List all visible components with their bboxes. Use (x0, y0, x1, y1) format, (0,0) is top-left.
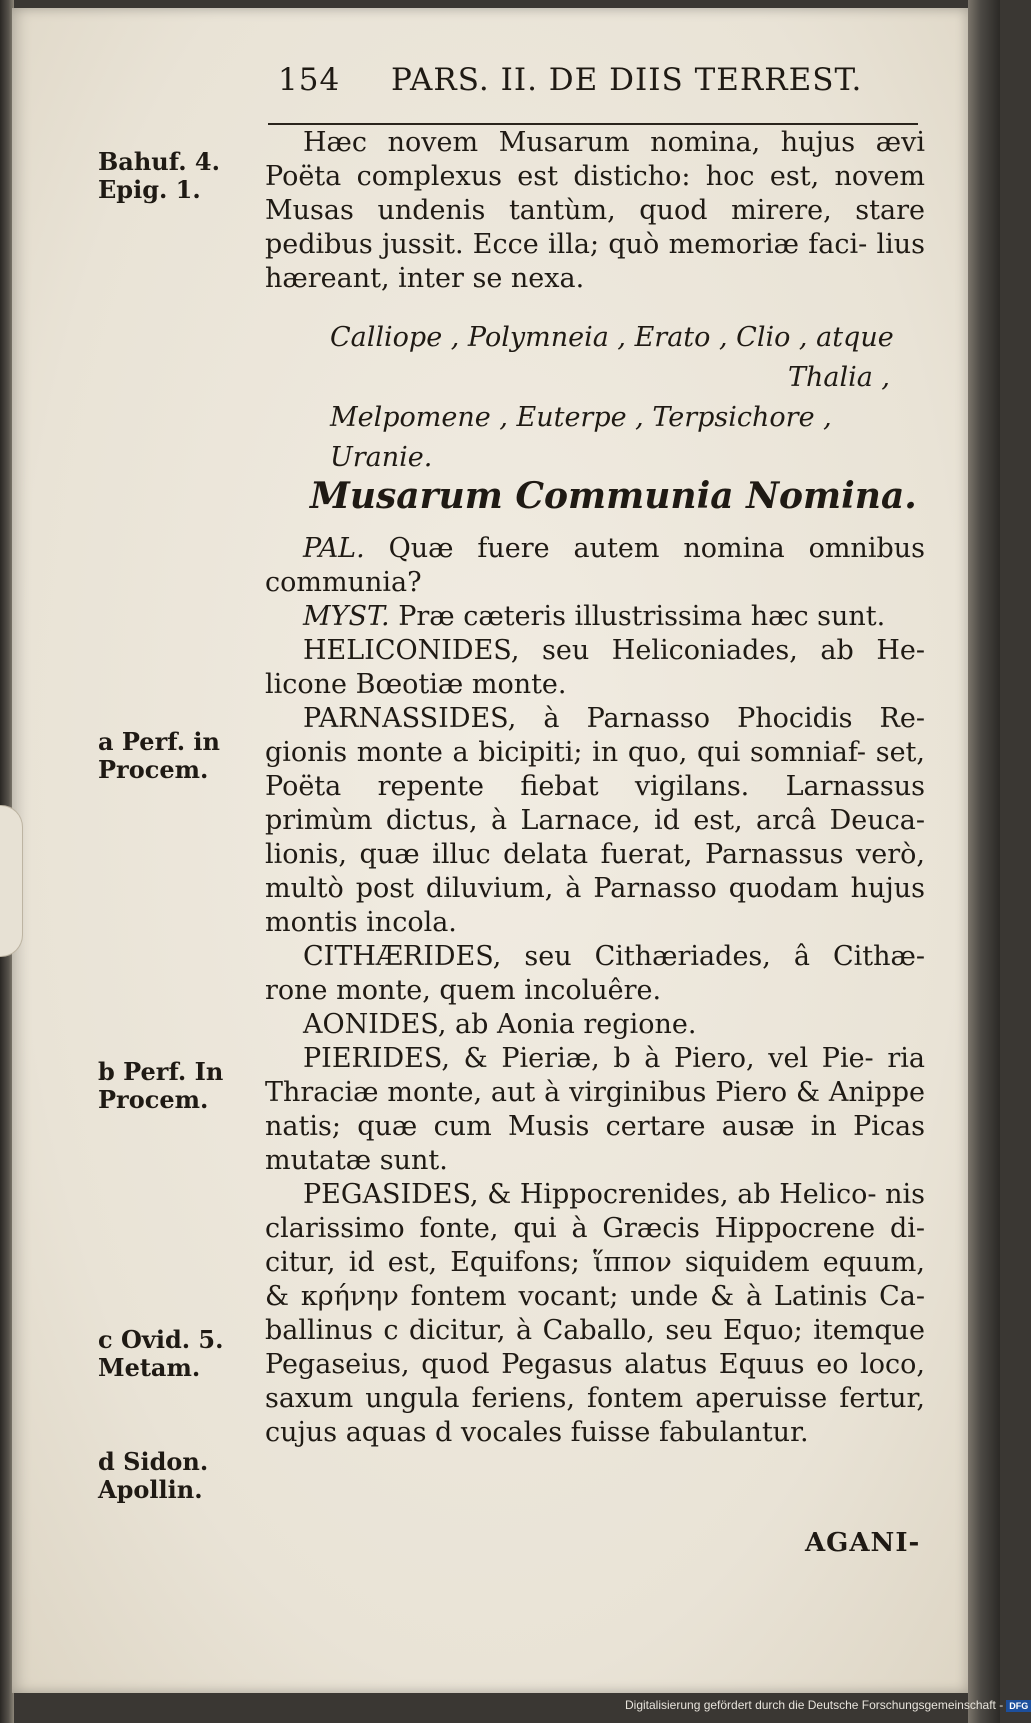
paragraph-pegasides: PEGASIDES, & Hippocrenides, ab Helico- nis clarissimo fonte, qui à Græcis Hippocrene di- citur, id est, Equifons; ἵππον siquidem equum, & κρήνην fontem vocant; unde & à Latinis Ca- ballinus c dicitur, à Caballo, seu Equo; itemque Pegaseius, quod Pegasus alatus Equus eo loco, saxum ungula feriens, fontem aperuisse fertur, cujus aquas d vocales fuisse fabulantur. (265, 1179, 925, 1448)
dfg-logo: DFG (1006, 1700, 1031, 1712)
verse-line-1b: Thalia , (787, 362, 890, 393)
page-number: 154 (278, 62, 341, 98)
margin-note-4: c Ovid. 5. Metam. (98, 1325, 224, 1382)
paragraph-pierides: PIERIDES, & Pieriæ, b à Piero, vel Pie- ria Thraciæ monte, aut à virginibus Piero & Anippe natis; quæ cum Musis certare ausæ in Picas mutatæ sunt. (265, 1043, 925, 1176)
verse-line-2: Melpomene , Euterpe , Terpsichore , Uranie. (330, 402, 832, 473)
catchword: AGANI- (805, 1528, 921, 1558)
speaker-myst: MYST. (303, 601, 390, 632)
dialogue-pal: PAL. Quæ fuere autem nomina omnibus communia? (265, 533, 925, 598)
verse-line-1: Calliope , Polymneia , Erato , Clio , atque (330, 322, 894, 353)
paragraph-heliconides: HELICONIDES, seu Heliconiades, ab He- licone Bœotiæ monte. (265, 635, 925, 700)
margin-note-5: d Sidon. Apollin. (98, 1447, 209, 1504)
margin-note-1: Bahuf. 4. Epig. 1. (98, 147, 220, 204)
footer-credit: Digitalisierung gefördert durch die Deutsche Forschungsgemeinschaft - DFG (625, 1698, 995, 1712)
margin-note-2: a Perf. in Procem. (98, 727, 220, 784)
header-rule (268, 123, 918, 125)
paragraph-parnassides: PARNASSIDES, à Parnasso Phocidis Re- gionis monte a bicipiti; in quo, qui somniaf- set, Poëta repente fiebat vigilans. Larnassus primùm dictus, à Larnace, id est, arcâ Deuca- lionis, quæ illuc delata fuerat, Parnassus verò, multò post diluvium, à Parnasso quodam hujus montis incola. (265, 703, 925, 938)
margin-note-3: b Perf. In Procem. (98, 1057, 224, 1114)
section-heading: Musarum Communia Nomina. (310, 475, 917, 517)
running-title: PARS. II. DE DIIS TERREST. (391, 62, 863, 98)
dialogue-myst: MYST. Præ cæteris illustrissima hæc sunt. (303, 601, 886, 632)
intro-paragraph: Hæc novem Musarum nomina, hujus ævi Poëta complexus est disticho: hoc est, novem Musas undenis tantùm, quod mirere, stare pedibus jussit. Ecce illa; quò memoriæ faci- lius hæreant, inter se nexa. (265, 127, 925, 294)
verse-distich (330, 318, 930, 478)
speaker-pal: PAL. (303, 533, 365, 564)
scan-border-right (968, 0, 1000, 1723)
main-text (265, 532, 925, 1450)
running-header (278, 62, 863, 98)
paragraph-aonides: AONIDES, ab Aonia regione. (303, 1009, 697, 1040)
page-clip (0, 805, 23, 957)
paragraph-cithaerides: CITHÆRIDES, seu Cithæriades, â Cithæ- rone monte, quem incoluêre. (265, 941, 925, 1006)
